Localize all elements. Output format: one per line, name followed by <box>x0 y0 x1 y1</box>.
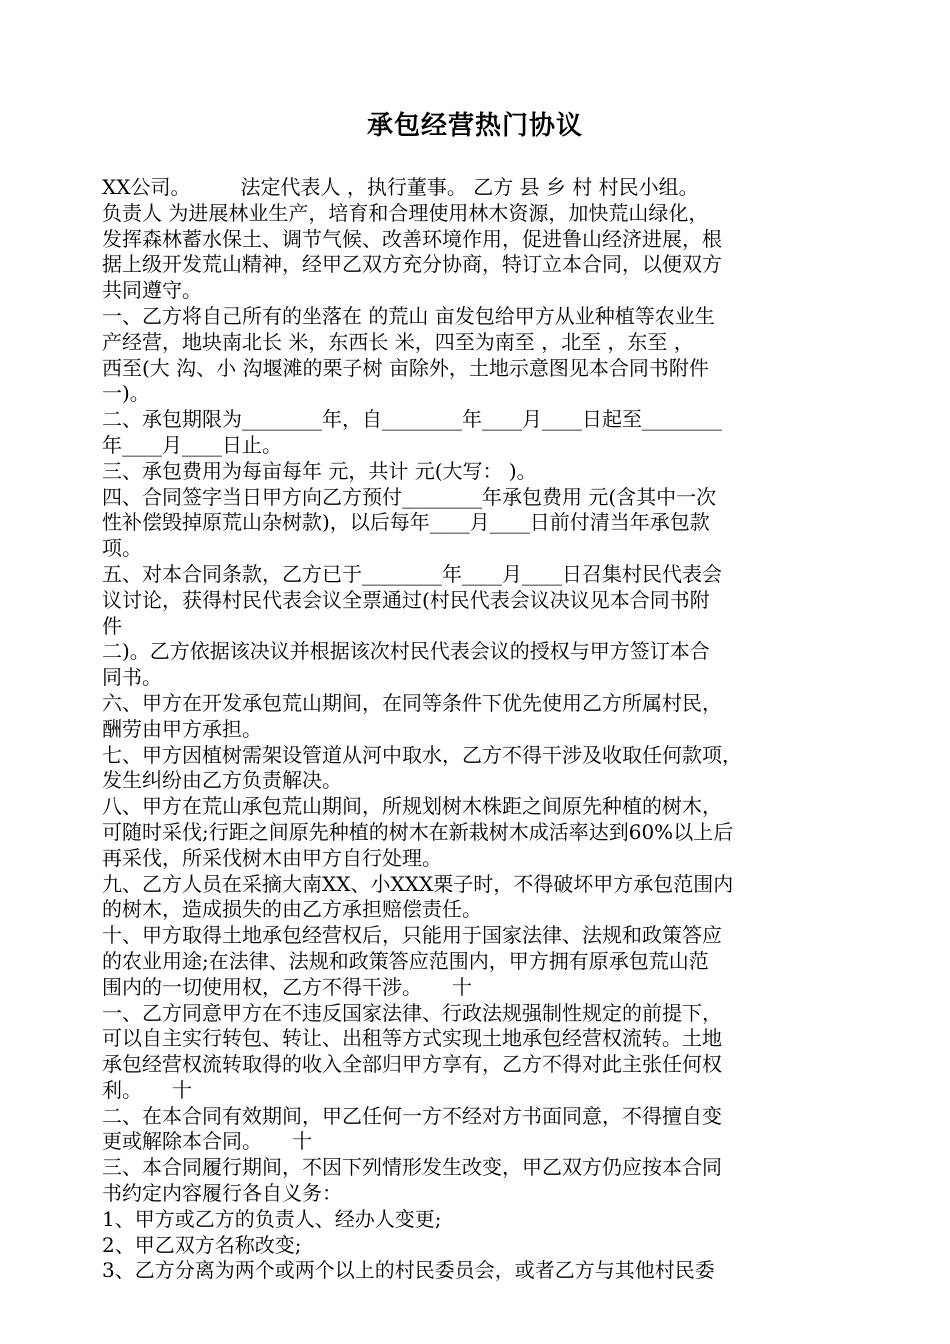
text-line: 三、本合同履行期间，不因下列情形发生改变，甲乙双方仍应按本合同 <box>102 1155 722 1180</box>
text-line: 可以自主实行转包、转让、出租等方式实现土地承包经营权流转。土地 <box>102 1026 722 1051</box>
text-line: 九、乙方人员在采摘大南XX、小XXX栗子时，不得破坏甲方承包范围内 <box>102 871 734 896</box>
text-line: 议讨论，获得村民代表会议全票通过(村民代表会议决议见本合同书附 <box>102 587 710 612</box>
text-line: 的农业用途;在法律、法规和政策答应范围内，甲方拥有原承包荒山范 <box>102 948 709 973</box>
text-line: 一、乙方同意甲方在不违反国家法律、行政法规强制性规定的前提下， <box>102 1000 722 1025</box>
text-line: 三、承包费用为每亩每年 元，共计 元(大写： )。 <box>102 458 537 483</box>
text-line: 七、甲方因植树需架设管道从河中取水，乙方不得干涉及收取任何款项， <box>102 742 742 767</box>
text-line: 性补偿毁掉原荒山杂树款)，以后每年____月____日前付清当年承包款 <box>102 510 710 535</box>
text-line: 可随时采伐;行距之间原先种植的树木在新栽树木成活率达到60%以上后 <box>102 819 734 844</box>
text-line: 的树木，造成损失的由乙方承担赔偿责任。 <box>102 897 482 922</box>
text-line: 酬劳由甲方承担。 <box>102 716 262 741</box>
text-line: 2、甲乙双方名称改变; <box>102 1232 302 1257</box>
text-line: 发挥森林蓄水保土、调节气候、改善环境作用，促进鲁山经济进展，根 <box>102 226 722 251</box>
text-line: 件 <box>102 613 122 638</box>
text-line: 五、对本合同条款，乙方已于________年____月____日召集村民代表会 <box>102 561 722 586</box>
text-line: 四、合同签字当日甲方向乙方预付________年承包费用 元(含其中一次 <box>102 484 717 509</box>
text-line: 同书。 <box>102 665 162 690</box>
text-line: 1、甲方或乙方的负责人、经办人变更; <box>102 1206 442 1231</box>
document-title: 承包经营热门协议 <box>366 111 583 141</box>
text-line: 书约定内容履行各自义务： <box>102 1181 342 1206</box>
text-line: 一)。 <box>102 381 150 406</box>
text-line: 负责人 为进展林业生产，培育和合理使用林木资源，加快荒山绿化， <box>102 200 709 225</box>
text-line: 共同遵守。 <box>102 278 202 303</box>
text-line: 二)。乙方依据该决议并根据该次村民代表会议的授权与甲方签订本合 <box>102 639 710 664</box>
text-line: 发生纠纷由乙方负责解决。 <box>102 768 342 793</box>
text-line: 六、甲方在开发承包荒山期间，在同等条件下优先使用乙方所属村民， <box>102 690 722 715</box>
text-line: 二、在本合同有效期间，甲乙任何一方不经对方书面同意，不得擅自变 <box>102 1103 722 1128</box>
text-line: 年____月____日止。 <box>102 432 282 457</box>
text-line: 产经营，地块南北长 米，东西长 米，四至为南至 ，北至 ，东至 ， <box>102 329 694 354</box>
text-line: 据上级开发荒山精神，经甲乙双方充分协商，特订立本合同，以便双方 <box>102 252 722 277</box>
text-line: 利。 十 <box>102 1077 192 1102</box>
text-line: 3、乙方分离为两个或两个以上的村民委员会，或者乙方与其他村民委 <box>102 1258 715 1283</box>
text-line: 项。 <box>102 536 142 561</box>
text-line: XX公司。 法定代表人 ，执行董事。 乙方 县 乡 村 村民小组。 <box>102 175 699 199</box>
text-line: 八、甲方在荒山承包荒山期间，所规划树木株距之间原先种植的树木， <box>102 794 722 819</box>
text-line: 十、甲方取得土地承包经营权后，只能用于国家法律、法规和政策答应 <box>102 923 722 948</box>
text-line: 更或解除本合同。 十 <box>102 1129 312 1154</box>
text-line: 西至(大 沟、小 沟堰滩的栗子树 亩除外，土地示意图见本合同书附件 <box>102 355 709 380</box>
text-line: 承包经营权流转取得的收入全部归甲方享有，乙方不得对此主张任何权 <box>102 1052 722 1077</box>
text-line: 围内的一切使用权，乙方不得干涉。 十 <box>102 974 472 999</box>
document-body <box>102 175 862 1284</box>
text-line: 再采伐，所采伐树木由甲方自行处理。 <box>102 845 442 870</box>
text-line: 二、承包期限为________年，自________年____月____日起至________ <box>102 407 722 432</box>
text-line: 一、乙方将自己所有的坐落在 的荒山 亩发包给甲方从业种植等农业生 <box>102 303 715 328</box>
